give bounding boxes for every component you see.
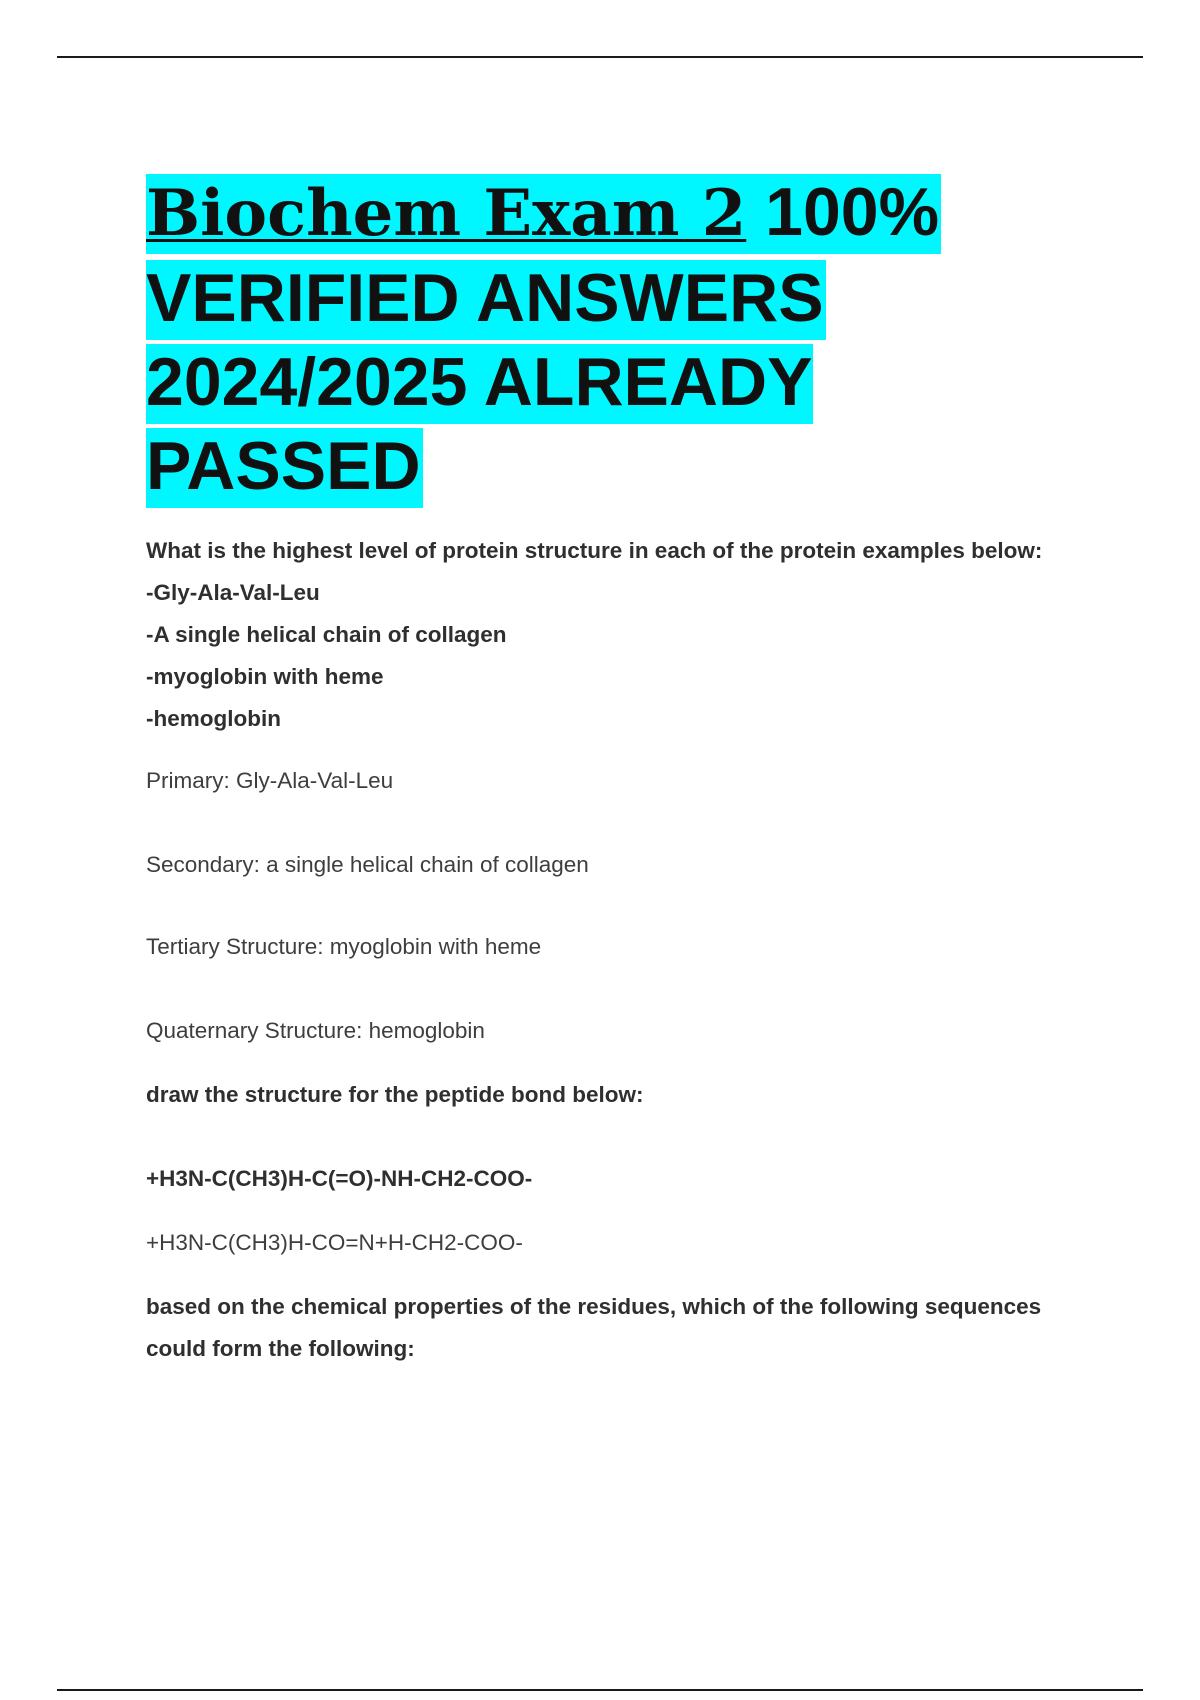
question-1-item: -hemoglobin	[146, 706, 281, 731]
title-highlight	[146, 174, 941, 508]
question-1-item: -myoglobin with heme	[146, 664, 384, 689]
bottom-rule	[57, 1689, 1143, 1691]
answer-2	[146, 1222, 1066, 1264]
question-2-formula: +H3N-C(CH3)H-C(=O)-NH-CH2-COO-	[146, 1166, 533, 1191]
question-1-item: -A single helical chain of collagen	[146, 622, 507, 647]
title-subtitle: 100% VERIFIED ANSWERS 2024/2025 ALREADY PASSED	[146, 174, 940, 504]
question-3-prompt: based on the chemical properties of the residues, which of the following sequences could form the following:	[146, 1294, 1042, 1361]
question-2-prompt: draw the structure for the peptide bond below:	[146, 1082, 644, 1107]
top-rule	[57, 56, 1143, 58]
question-1-item: -Gly-Ala-Val-Leu	[146, 580, 320, 605]
title-course-name: Biochem Exam 2	[146, 176, 747, 251]
question-3	[146, 1286, 1066, 1370]
answer-1-line: Secondary: a single helical chain of collagen	[146, 852, 589, 877]
document-body	[146, 170, 1066, 1370]
answer-2-line: +H3N-C(CH3)H-CO=N+H-CH2-COO-	[146, 1230, 523, 1255]
answer-1-line: Primary: Gly-Ala-Val-Leu	[146, 768, 394, 793]
answer-1-line: Quaternary Structure: hemoglobin	[146, 1018, 485, 1043]
question-1-prompt: What is the highest level of protein structure in each of the protein examples below:	[146, 538, 1043, 563]
document-title	[146, 170, 1066, 508]
answer-1	[146, 760, 1066, 1052]
answer-1-line: Tertiary Structure: myoglobin with heme	[146, 934, 542, 959]
question-2	[146, 1074, 1066, 1200]
question-1	[146, 530, 1066, 740]
